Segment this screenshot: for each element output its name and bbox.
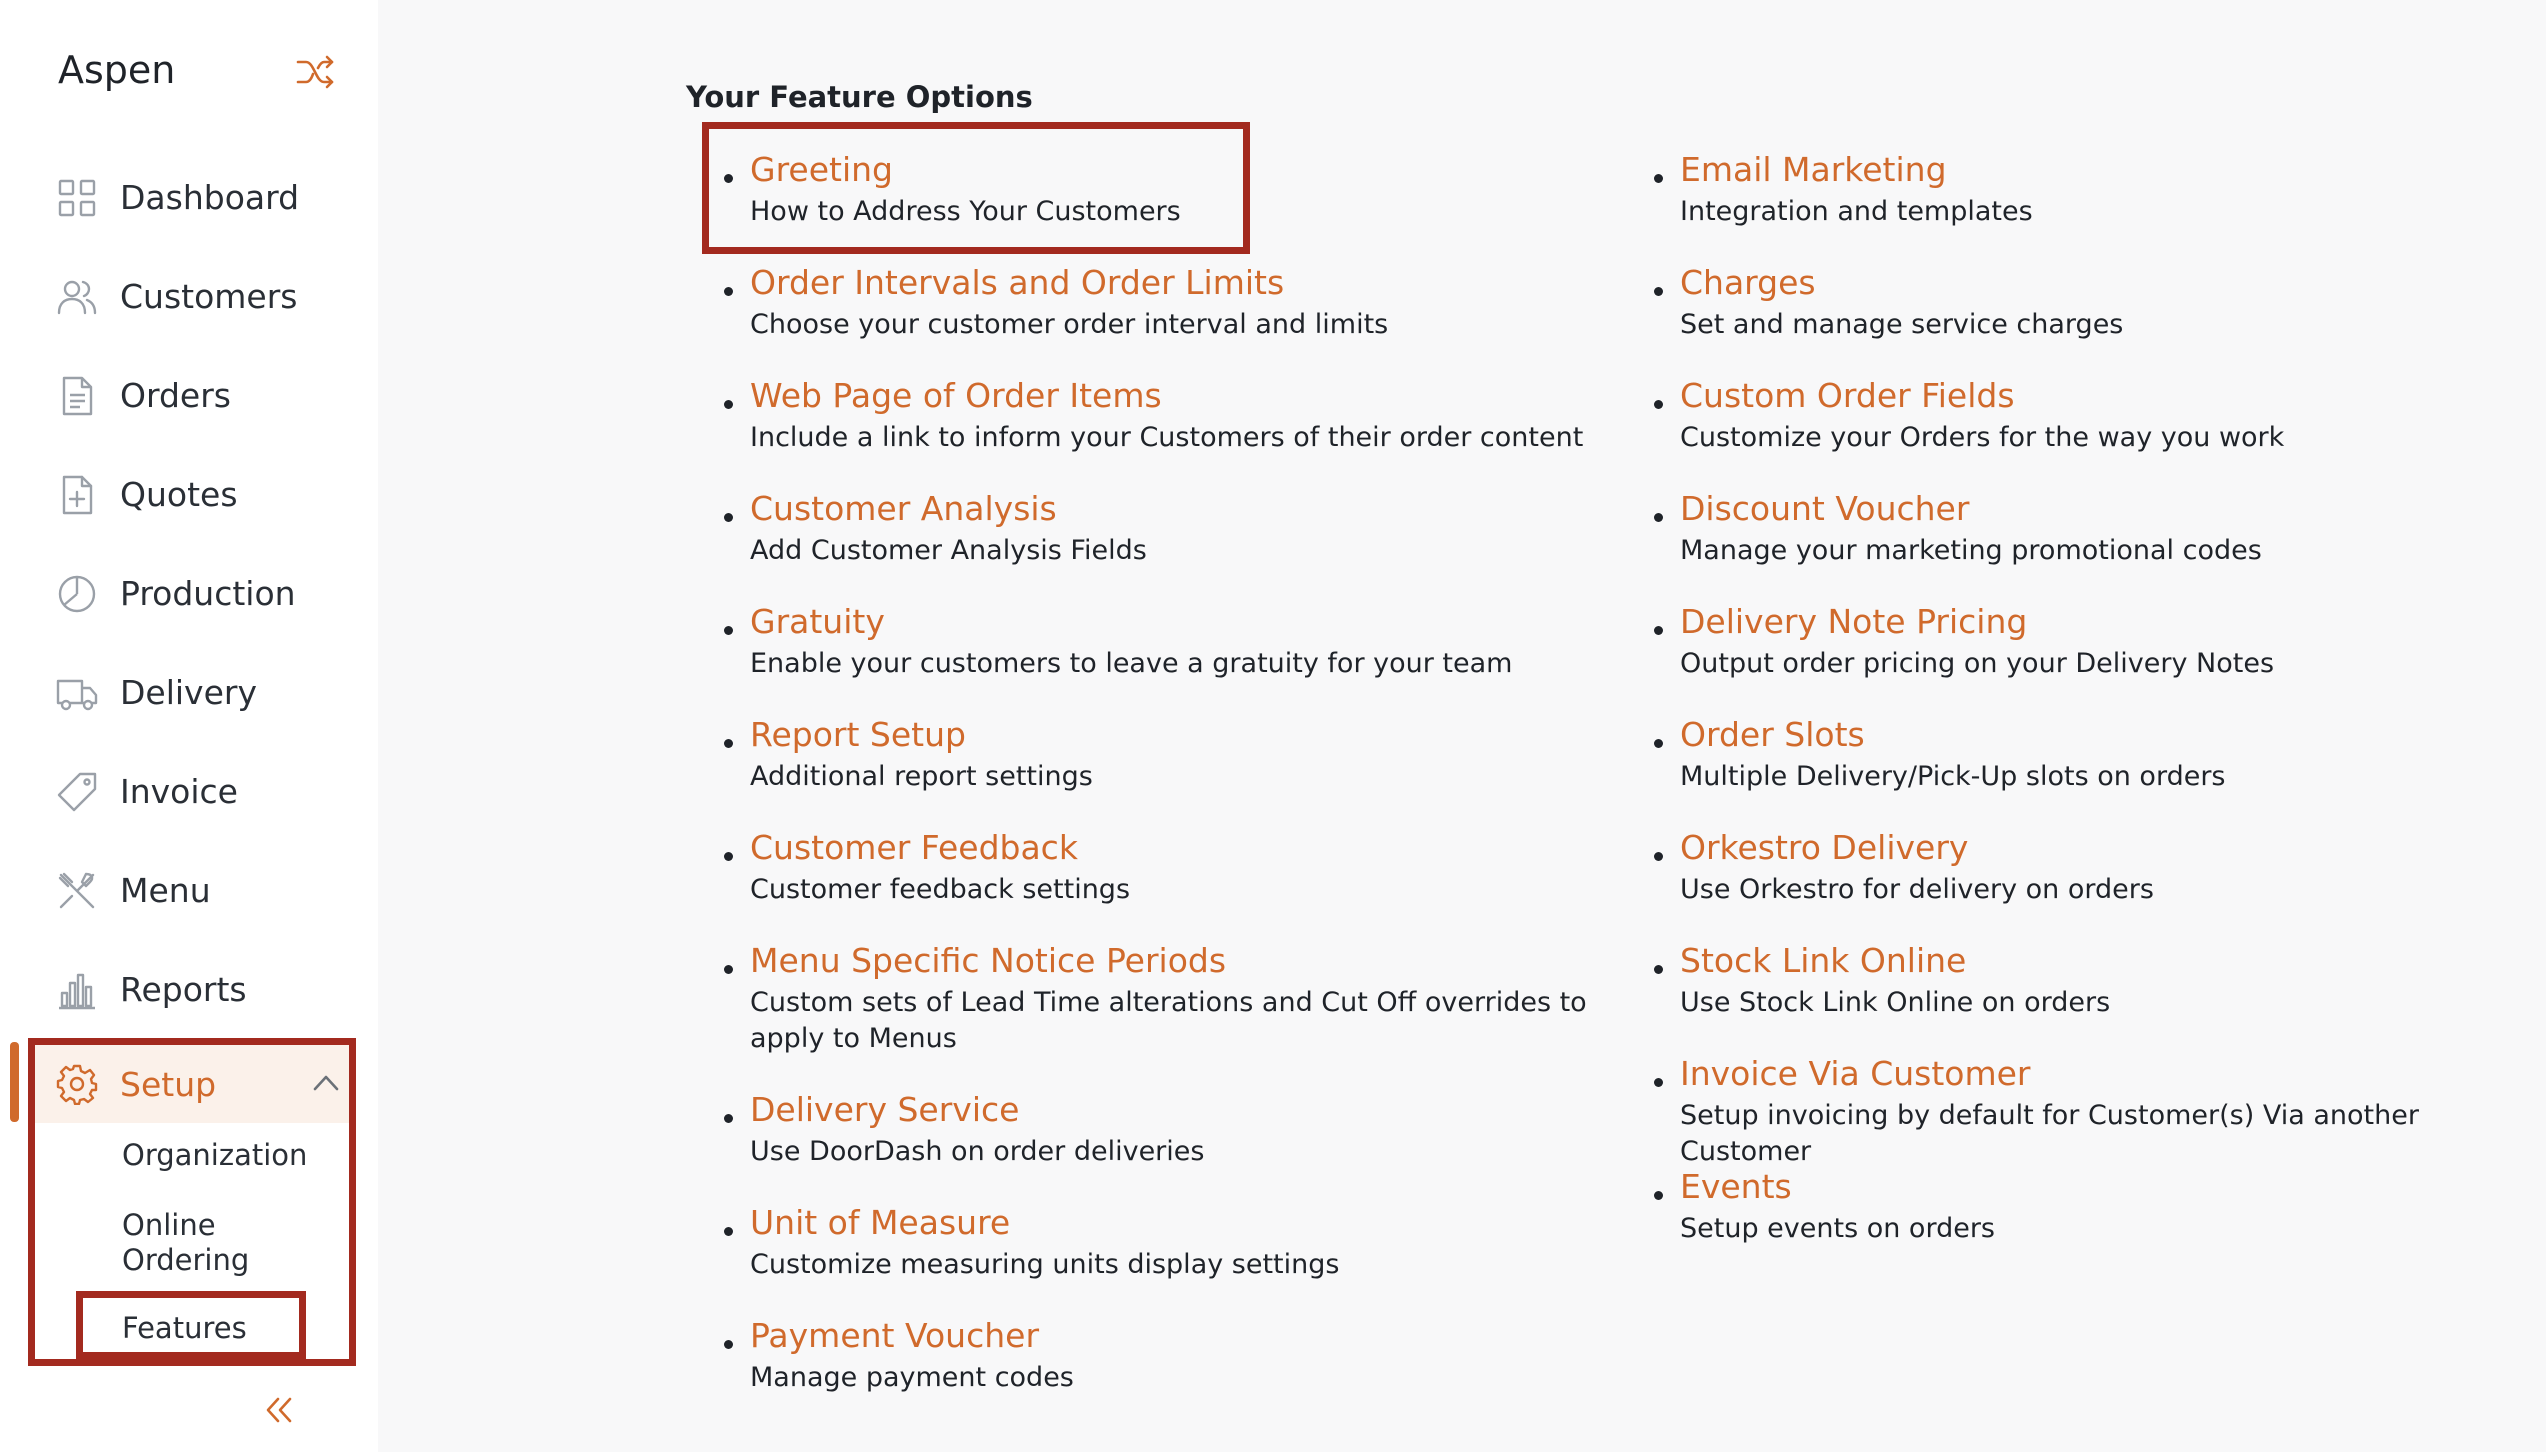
- bullet: [1654, 1191, 1663, 1200]
- tag-icon: [56, 771, 98, 813]
- feature-link[interactable]: Orkestro Delivery: [1680, 828, 1969, 867]
- sidebar-item-label: Menu: [120, 871, 211, 910]
- feature-link[interactable]: Email Marketing: [1680, 150, 1947, 189]
- sidebar-item-label: Orders: [120, 376, 231, 415]
- bullet: [1654, 626, 1663, 635]
- feature-description: Custom sets of Lead Time alterations and Cut Off overrides to apply to Menus: [750, 987, 1587, 1054]
- grid-icon: [56, 177, 98, 219]
- feature-description: Choose your customer order interval and limits: [750, 309, 1389, 340]
- feature-link[interactable]: Greeting: [750, 150, 893, 189]
- bullet: [724, 965, 733, 974]
- feature-description: Include a link to inform your Customers of their order content: [750, 422, 1584, 453]
- bullet: [1654, 174, 1663, 183]
- feature-link[interactable]: Payment Voucher: [750, 1316, 1040, 1355]
- sidebar-item-invoice[interactable]: [0, 742, 378, 841]
- feature-description: Setup events on orders: [1680, 1213, 1995, 1244]
- feature-description: Enable your customers to leave a gratuity for your team: [750, 648, 1513, 679]
- bullet: [1654, 739, 1663, 748]
- users-icon: [56, 276, 98, 318]
- bullet: [724, 400, 733, 409]
- feature-link[interactable]: Unit of Measure: [750, 1203, 1011, 1242]
- sidebar-item-label: Setup: [120, 1064, 217, 1104]
- feature-link[interactable]: Charges: [1680, 263, 1816, 302]
- feature-link[interactable]: Invoice Via Customer: [1680, 1054, 2031, 1093]
- feature-link[interactable]: Web Page of Order Items: [750, 376, 1162, 415]
- feature-description: Customize your Orders for the way you work: [1680, 422, 2285, 453]
- feature-description: Add Customer Analysis Fields: [750, 535, 1147, 566]
- feature-description: How to Address Your Customers: [750, 196, 1181, 227]
- sidebar-item-production[interactable]: [0, 544, 378, 643]
- sidebar-nav: [0, 148, 378, 1039]
- feature-link[interactable]: Events: [1680, 1167, 1792, 1206]
- bullet: [724, 1114, 733, 1123]
- bullet: [1654, 852, 1663, 861]
- sidebar: [0, 0, 378, 1452]
- sidebar-item-dashboard[interactable]: [0, 148, 378, 247]
- feature-link[interactable]: Customer Analysis: [750, 489, 1057, 528]
- bullet: [1654, 513, 1663, 522]
- pie-chart-icon: [56, 573, 98, 615]
- sidebar-item-orders[interactable]: [0, 346, 378, 445]
- feature-link[interactable]: Custom Order Fields: [1680, 376, 2015, 415]
- page-title: Your Feature Options: [686, 80, 1033, 114]
- feature-description: Customize measuring units display settings: [750, 1249, 1340, 1280]
- feature-link[interactable]: Gratuity: [750, 602, 885, 641]
- sidebar-item-label: Reports: [120, 970, 247, 1009]
- sidebar-item-label: Quotes: [120, 475, 238, 514]
- bar-chart-icon: [56, 969, 98, 1011]
- bullet: [1654, 400, 1663, 409]
- sidebar-item-label: Invoice: [120, 772, 238, 811]
- feature-link[interactable]: Menu Specific Notice Periods: [750, 941, 1227, 980]
- shuffle-icon[interactable]: [296, 54, 336, 90]
- submenu-item-organization[interactable]: Organization: [122, 1138, 308, 1172]
- feature-description: Manage your marketing promotional codes: [1680, 535, 2262, 566]
- bullet: [724, 513, 733, 522]
- submenu-item-online-ordering[interactable]: Online Ordering: [122, 1208, 250, 1277]
- feature-description: Use Orkestro for delivery on orders: [1680, 874, 2154, 905]
- feature-description: Use DoorDash on order deliveries: [750, 1136, 1205, 1167]
- feature-link[interactable]: Order Intervals and Order Limits: [750, 263, 1285, 302]
- collapse-sidebar-icon[interactable]: [262, 1393, 296, 1427]
- feature-description: Multiple Delivery/Pick-Up slots on orders: [1680, 761, 2226, 792]
- submenu-item-features[interactable]: Features: [122, 1311, 247, 1345]
- sidebar-item-customers[interactable]: [0, 247, 378, 346]
- feature-link[interactable]: Delivery Note Pricing: [1680, 602, 2028, 641]
- feature-link[interactable]: Customer Feedback: [750, 828, 1078, 867]
- feature-link[interactable]: Delivery Service: [750, 1090, 1020, 1129]
- bullet: [1654, 965, 1663, 974]
- bullet: [1654, 1078, 1663, 1087]
- bullet: [724, 852, 733, 861]
- sidebar-item-label: Production: [120, 574, 296, 613]
- sidebar-item-reports[interactable]: [0, 940, 378, 1039]
- brand-name: Aspen: [58, 48, 176, 92]
- feature-description: Setup invoicing by default for Customer(s) Via another Customer: [1680, 1100, 2419, 1167]
- bullet: [724, 1340, 733, 1349]
- feature-description: Customer feedback settings: [750, 874, 1131, 905]
- feature-description: Use Stock Link Online on orders: [1680, 987, 2111, 1018]
- sidebar-item-delivery[interactable]: [0, 643, 378, 742]
- bullet: [724, 626, 733, 635]
- feature-description: Manage payment codes: [750, 1362, 1074, 1393]
- truck-icon: [56, 672, 98, 714]
- utensils-icon: [56, 870, 98, 912]
- feature-description: Set and manage service charges: [1680, 309, 2124, 340]
- greeting-highlight-box: [702, 122, 1250, 254]
- feature-link[interactable]: Stock Link Online: [1680, 941, 1967, 980]
- sidebar-item-label: Customers: [120, 277, 298, 316]
- bullet: [724, 739, 733, 748]
- document-icon: [56, 375, 98, 417]
- sidebar-item-quotes[interactable]: [0, 445, 378, 544]
- feature-description: Integration and templates: [1680, 196, 2033, 227]
- active-indicator: [10, 1042, 19, 1122]
- bullet: [724, 287, 733, 296]
- document-plus-icon: [56, 474, 98, 516]
- feature-description: Output order pricing on your Delivery Notes: [1680, 648, 2275, 679]
- feature-link[interactable]: Report Setup: [750, 715, 966, 754]
- features-highlight-box: [76, 1291, 306, 1359]
- sidebar-item-label: Delivery: [120, 673, 257, 712]
- feature-link[interactable]: Discount Voucher: [1680, 489, 1970, 528]
- feature-link[interactable]: Order Slots: [1680, 715, 1865, 754]
- feature-description: Additional report settings: [750, 761, 1093, 792]
- sidebar-item-menu[interactable]: [0, 841, 378, 940]
- bullet: [724, 1227, 733, 1236]
- sidebar-item-label: Dashboard: [120, 178, 300, 217]
- bullet: [1654, 287, 1663, 296]
